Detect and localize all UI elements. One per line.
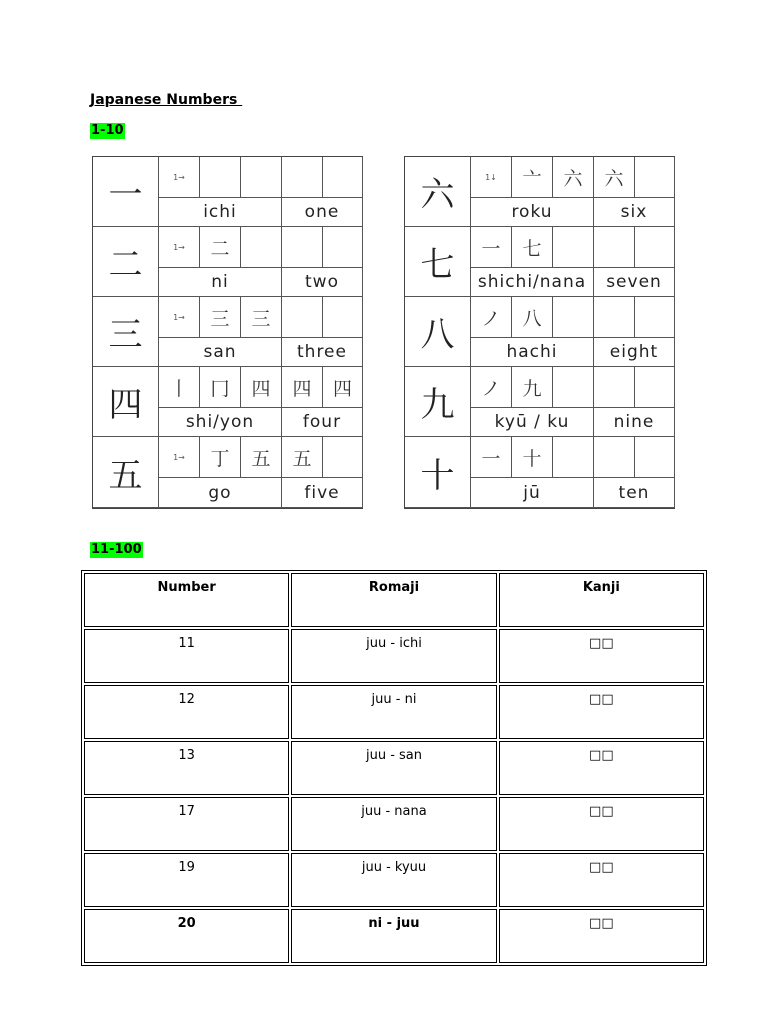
stroke-step-cell bbox=[635, 157, 675, 198]
kanji-glyph: 九 bbox=[405, 367, 471, 437]
stroke-step-cell: 三 bbox=[241, 297, 282, 338]
kanji-glyph: 五 bbox=[93, 437, 159, 508]
kanji-glyph: 六 bbox=[405, 157, 471, 227]
stroke-step-cell bbox=[241, 157, 282, 198]
english-label: eight bbox=[594, 338, 675, 367]
stroke-step-cell bbox=[594, 227, 635, 268]
header-romaji: Romaji bbox=[291, 573, 496, 627]
cell-romaji: juu - ni bbox=[291, 685, 496, 739]
header-number: Number bbox=[84, 573, 289, 627]
table-row bbox=[84, 685, 704, 739]
section-heading-1-10: 1-10 bbox=[91, 123, 124, 138]
kanji-glyph: 一 bbox=[93, 157, 159, 227]
stroke-step-cell: 丁 bbox=[200, 437, 241, 478]
cell-number: 13 bbox=[84, 741, 289, 795]
stroke-step-cell: 八 bbox=[512, 297, 553, 338]
kanji-chart-right bbox=[404, 156, 675, 509]
romaji-label: ichi bbox=[159, 198, 282, 227]
stroke-step-cell: 五 bbox=[282, 437, 323, 478]
stroke-step-cell bbox=[282, 157, 323, 198]
kanji-glyph: 四 bbox=[93, 367, 159, 437]
romaji-label: shichi/nana bbox=[471, 268, 594, 297]
kanji-glyph: 七 bbox=[405, 227, 471, 297]
cell-number: 20 bbox=[84, 909, 289, 963]
stroke-step-cell bbox=[323, 227, 363, 268]
stroke-step-cell: 二 bbox=[200, 227, 241, 268]
english-label: six bbox=[594, 198, 675, 227]
romaji-label: go bbox=[159, 478, 282, 508]
stroke-step-cell bbox=[241, 227, 282, 268]
stroke-step-cell bbox=[635, 227, 675, 268]
cell-kanji: □□ bbox=[499, 685, 704, 739]
stroke-step-cell: 一 bbox=[471, 437, 512, 478]
cell-romaji: juu - kyuu bbox=[291, 853, 496, 907]
stroke-step-cell bbox=[282, 297, 323, 338]
stroke-step-cell bbox=[553, 367, 594, 408]
stroke-step-cell: 九 bbox=[512, 367, 553, 408]
stroke-step-cell bbox=[553, 297, 594, 338]
stroke-step-cell: 1→ bbox=[159, 437, 200, 478]
section-heading-11-100: 11-100 bbox=[91, 542, 142, 557]
romaji-label: shi/yon bbox=[159, 408, 282, 437]
romaji-label: roku bbox=[471, 198, 594, 227]
cell-kanji: □□ bbox=[499, 629, 704, 683]
stroke-step-cell bbox=[594, 437, 635, 478]
stroke-step-cell: 十 bbox=[512, 437, 553, 478]
header-kanji: Kanji bbox=[499, 573, 704, 627]
cell-number: 11 bbox=[84, 629, 289, 683]
stroke-step-cell bbox=[553, 437, 594, 478]
cell-number: 12 bbox=[84, 685, 289, 739]
stroke-step-cell: 三 bbox=[200, 297, 241, 338]
kanji-glyph: 二 bbox=[93, 227, 159, 297]
stroke-step-cell: 四 bbox=[323, 367, 363, 408]
cell-number: 17 bbox=[84, 797, 289, 851]
table-row bbox=[84, 629, 704, 683]
english-label: four bbox=[282, 408, 363, 437]
table-header-row bbox=[84, 573, 704, 627]
romaji-label: san bbox=[159, 338, 282, 367]
cell-kanji: □□ bbox=[499, 797, 704, 851]
romaji-label: jū bbox=[471, 478, 594, 508]
cell-romaji: juu - san bbox=[291, 741, 496, 795]
romaji-label: kyū / ku bbox=[471, 408, 594, 437]
stroke-step-cell: 1→ bbox=[159, 227, 200, 268]
english-label: two bbox=[282, 268, 363, 297]
stroke-step-cell bbox=[323, 157, 363, 198]
english-label: five bbox=[282, 478, 363, 508]
stroke-step-cell: 丨 bbox=[159, 367, 200, 408]
cell-romaji: ni - juu bbox=[291, 909, 496, 963]
table-row bbox=[84, 797, 704, 851]
kanji-chart-left bbox=[92, 156, 363, 509]
stroke-step-cell: 亠 bbox=[512, 157, 553, 198]
stroke-step-cell bbox=[200, 157, 241, 198]
cell-romaji: juu - nana bbox=[291, 797, 496, 851]
stroke-step-cell: 六 bbox=[594, 157, 635, 198]
table-row bbox=[84, 853, 704, 907]
stroke-step-cell: ノ bbox=[471, 367, 512, 408]
english-label: three bbox=[282, 338, 363, 367]
stroke-step-cell bbox=[323, 437, 363, 478]
romaji-label: hachi bbox=[471, 338, 594, 367]
cell-number: 19 bbox=[84, 853, 289, 907]
stroke-step-cell: 1↓ bbox=[471, 157, 512, 198]
numbers-table bbox=[81, 570, 707, 966]
stroke-step-cell bbox=[635, 437, 675, 478]
stroke-step-cell bbox=[594, 297, 635, 338]
stroke-step-cell bbox=[323, 297, 363, 338]
stroke-step-cell bbox=[553, 227, 594, 268]
table-row bbox=[84, 741, 704, 795]
english-label: ten bbox=[594, 478, 675, 508]
english-label: seven bbox=[594, 268, 675, 297]
stroke-step-cell bbox=[594, 367, 635, 408]
stroke-step-cell: 六 bbox=[553, 157, 594, 198]
cell-romaji: juu - ichi bbox=[291, 629, 496, 683]
cell-kanji: □□ bbox=[499, 741, 704, 795]
stroke-step-cell: 一 bbox=[471, 227, 512, 268]
kanji-glyph: 三 bbox=[93, 297, 159, 367]
stroke-step-cell bbox=[282, 227, 323, 268]
stroke-step-cell bbox=[635, 297, 675, 338]
romaji-label: ni bbox=[159, 268, 282, 297]
kanji-glyph: 十 bbox=[405, 437, 471, 508]
stroke-step-cell: 五 bbox=[241, 437, 282, 478]
stroke-step-cell: ノ bbox=[471, 297, 512, 338]
table-row bbox=[84, 909, 704, 963]
page-title: Japanese Numbers bbox=[90, 92, 243, 108]
cell-kanji: □□ bbox=[499, 853, 704, 907]
stroke-step-cell: 四 bbox=[282, 367, 323, 408]
cell-kanji: □□ bbox=[499, 909, 704, 963]
stroke-step-cell: 冂 bbox=[200, 367, 241, 408]
stroke-step-cell: 四 bbox=[241, 367, 282, 408]
stroke-step-cell bbox=[635, 367, 675, 408]
stroke-step-cell: 七 bbox=[512, 227, 553, 268]
kanji-glyph: 八 bbox=[405, 297, 471, 367]
stroke-step-cell: 1→ bbox=[159, 157, 200, 198]
english-label: nine bbox=[594, 408, 675, 437]
english-label: one bbox=[282, 198, 363, 227]
stroke-step-cell: 1→ bbox=[159, 297, 200, 338]
